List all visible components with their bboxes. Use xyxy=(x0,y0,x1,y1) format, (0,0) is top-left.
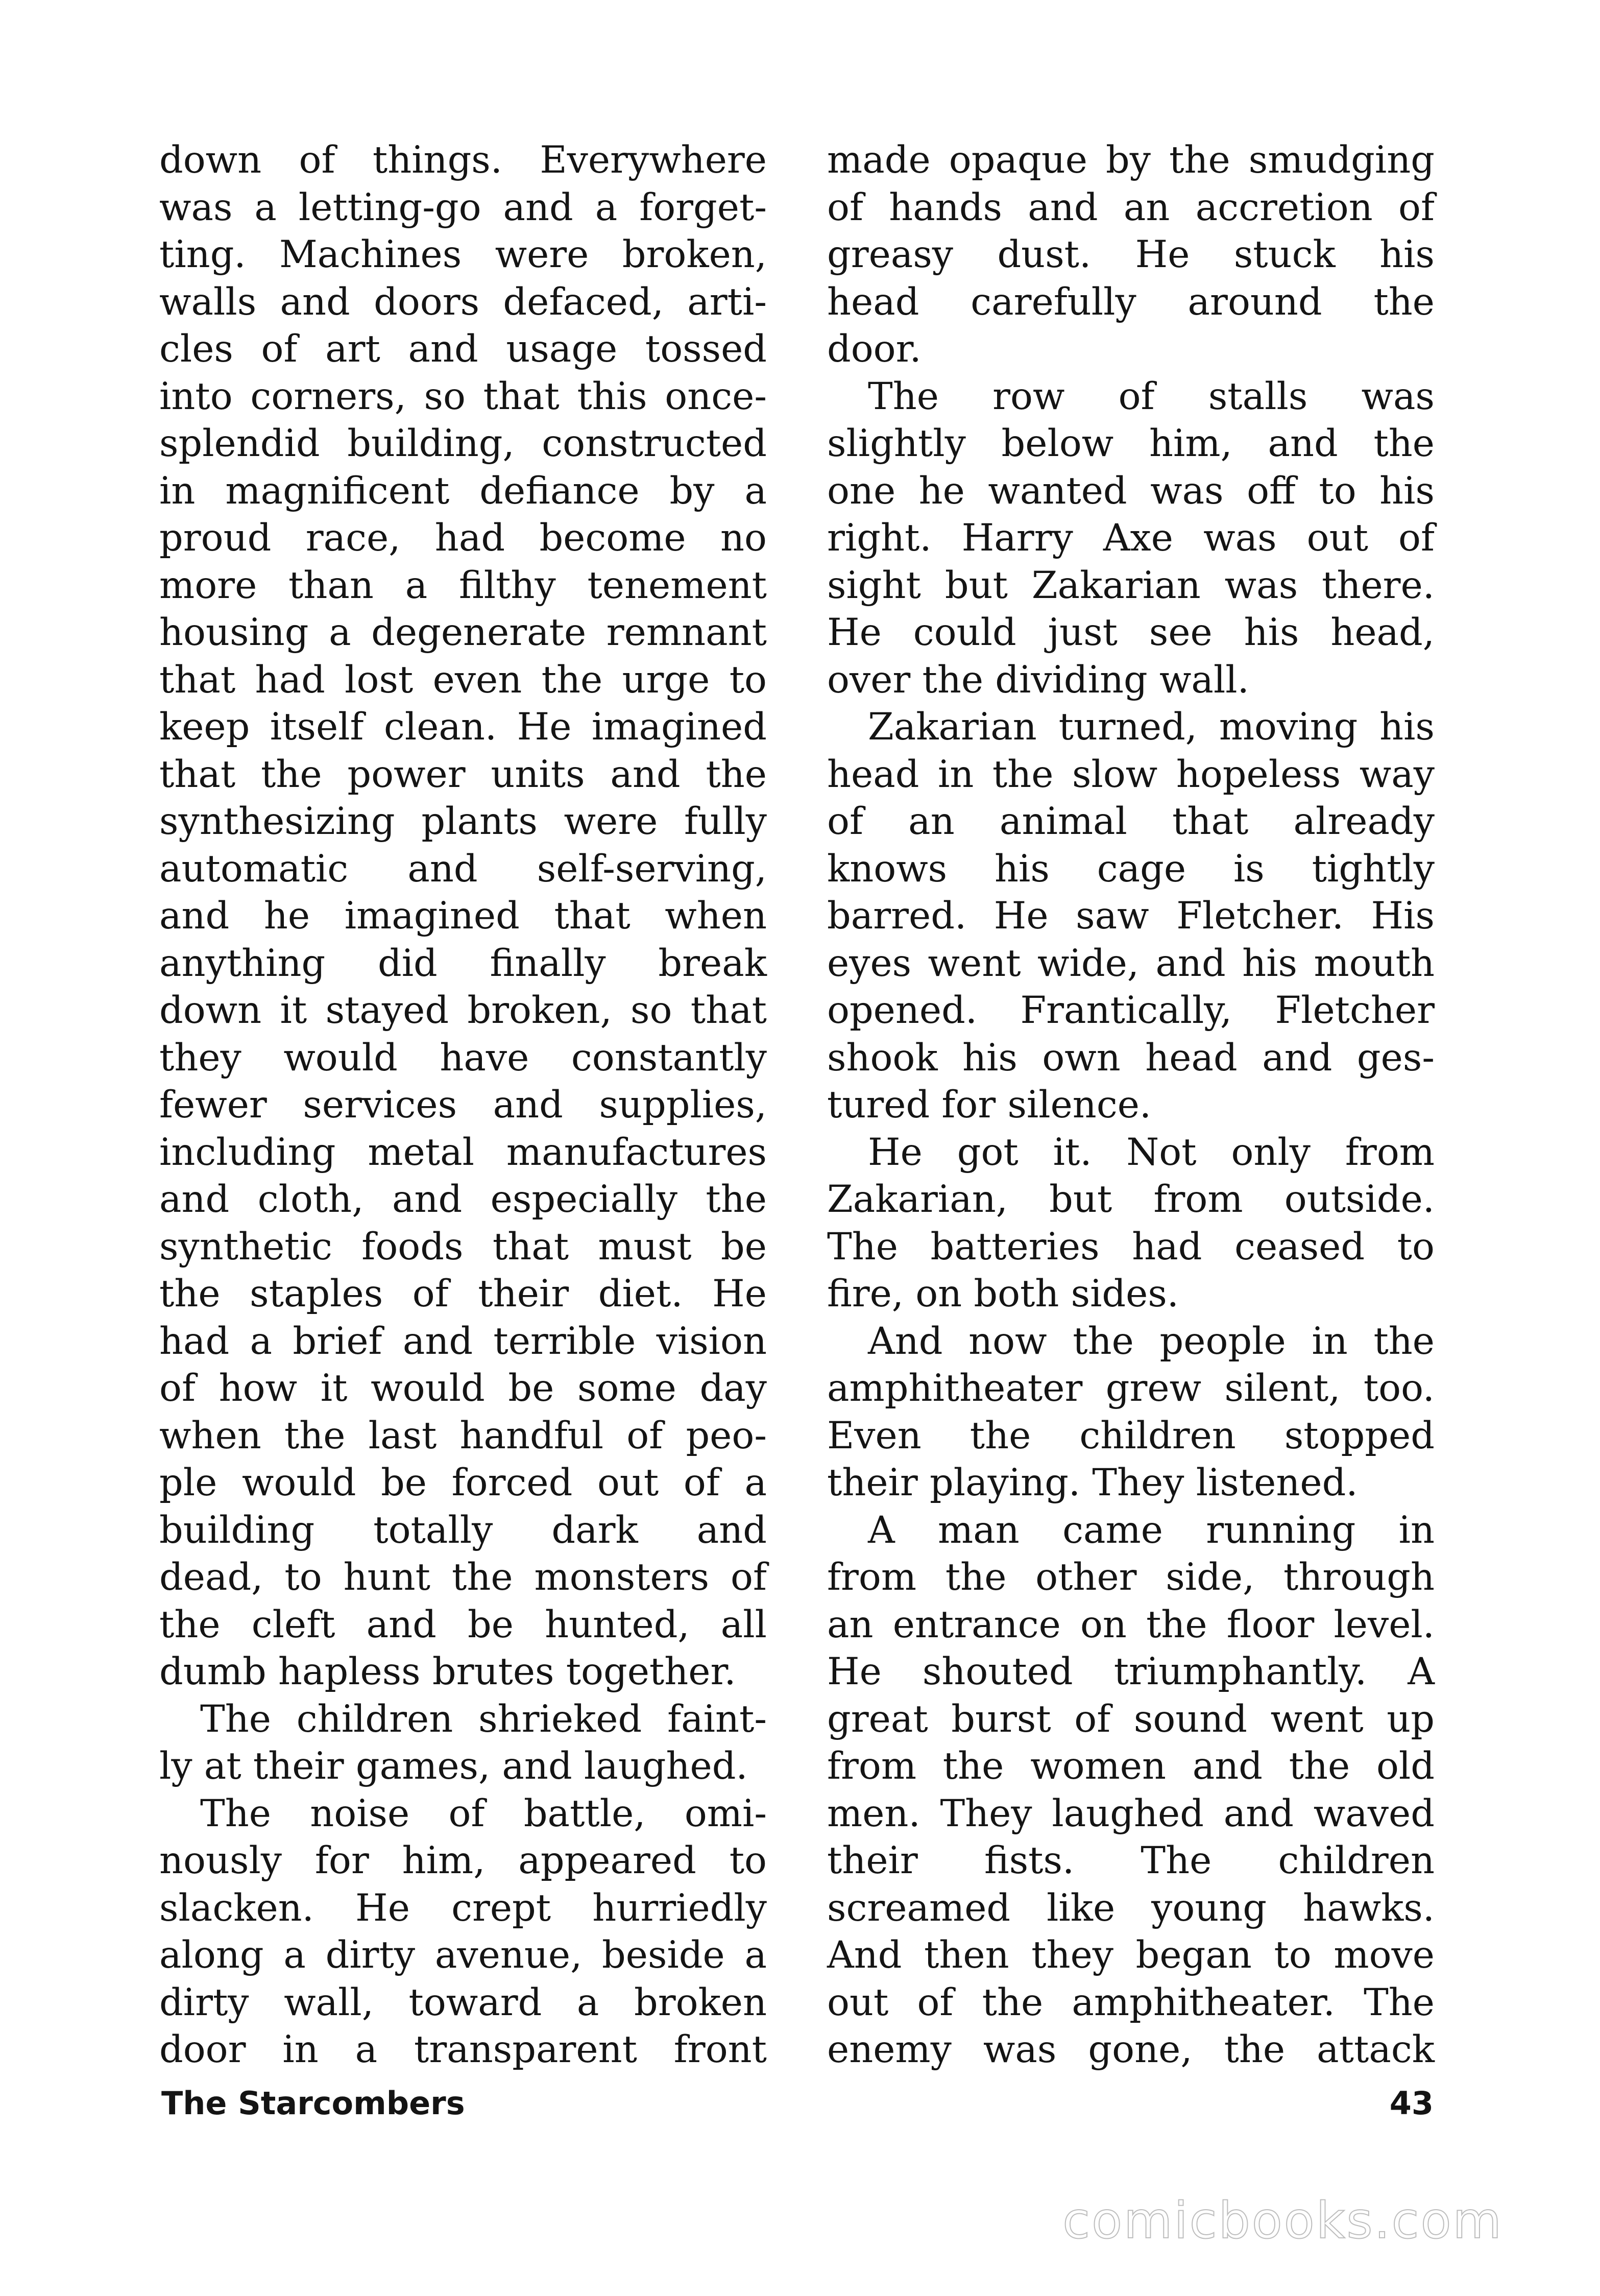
text-line: The row of stalls was xyxy=(868,374,1435,418)
page-number: 43 xyxy=(1389,2085,1434,2122)
text-line: the staples of their diet. He xyxy=(159,1272,767,1316)
text-line: Even the children stopped xyxy=(827,1414,1435,1457)
text-line: head in the slow hopeless way xyxy=(827,752,1435,796)
text-line: cles of art and usage tossed xyxy=(159,327,767,371)
text-line: made opaque by the smudging xyxy=(827,138,1435,182)
text-line: dead, to hunt the monsters of xyxy=(159,1556,767,1599)
text-line: tured for silence. xyxy=(827,1083,1152,1127)
text-line: opened. Frantically, Fletcher xyxy=(827,989,1435,1032)
text-line: nously for him, appeared to xyxy=(159,1839,767,1882)
text-line: keep itself clean. He imagined xyxy=(159,705,767,749)
text-line: into corners, so that this once- xyxy=(159,374,767,418)
text-line: enemy was gone, the attack xyxy=(827,2028,1435,2071)
text-line: dirty wall, toward a broken xyxy=(159,1980,767,2024)
text-line: that the power units and the xyxy=(159,752,767,796)
text-line: out of the amphitheater. The xyxy=(827,1980,1435,2024)
text-line: right. Harry Axe was out of xyxy=(827,516,1435,560)
text-line: dumb hapless brutes together. xyxy=(159,1650,736,1693)
text-line: Zakarian turned, moving his xyxy=(868,705,1435,749)
text-line: over the dividing wall. xyxy=(827,658,1249,702)
text-line: great burst of sound went up xyxy=(827,1697,1435,1741)
text-line: automatic and self-serving, xyxy=(159,847,767,891)
left-text-column xyxy=(159,137,767,2074)
text-line: in magnificent defiance by a xyxy=(159,469,767,513)
text-line: synthetic foods that must be xyxy=(159,1225,767,1269)
text-line: men. They laughed and waved xyxy=(827,1791,1435,1835)
text-line: their playing. They listened. xyxy=(827,1461,1358,1504)
running-footer-title: The Starcombers xyxy=(161,2085,465,2122)
text-line: He got it. Not only from xyxy=(868,1130,1435,1174)
text-line: knows his cage is tightly xyxy=(827,847,1435,891)
text-line: walls and doors defaced, arti- xyxy=(159,280,767,324)
text-line: the cleft and be hunted, all xyxy=(159,1603,767,1646)
text-line: from the women and the old xyxy=(827,1744,1435,1788)
text-line: proud race, had become no xyxy=(159,516,767,560)
text-line: housing a degenerate remnant xyxy=(159,611,767,654)
text-line: they would have constantly xyxy=(159,1036,767,1080)
text-line: screamed like young hawks. xyxy=(827,1886,1435,1930)
text-line: down it stayed broken, so that xyxy=(159,989,767,1032)
text-line: from the other side, through xyxy=(827,1556,1435,1599)
text-line: that had lost even the urge to xyxy=(159,658,767,702)
text-line: sight but Zakarian was there. xyxy=(827,563,1435,607)
text-line: building totally dark and xyxy=(159,1508,767,1552)
text-line: ting. Machines were broken, xyxy=(159,233,767,276)
text-line: one he wanted was off to his xyxy=(827,469,1435,513)
text-line: shook his own head and ges- xyxy=(827,1036,1435,1080)
text-line: The batteries had ceased to xyxy=(827,1225,1435,1269)
text-line: along a dirty avenue, beside a xyxy=(159,1933,767,1977)
watermark-text: comicbooks.com xyxy=(1062,2192,1503,2250)
text-line: He shouted triumphantly. A xyxy=(827,1650,1435,1693)
text-line: The children shrieked faint- xyxy=(200,1697,767,1741)
text-line: of how it would be some day xyxy=(159,1367,767,1410)
text-line: And now the people in the xyxy=(868,1319,1435,1363)
text-line: Zakarian, but from outside. xyxy=(827,1178,1435,1221)
text-line: was a letting-go and a forget- xyxy=(159,185,767,229)
text-line: amphitheater grew silent, too. xyxy=(827,1367,1435,1410)
text-line: ly at their games, and laughed. xyxy=(159,1744,748,1788)
text-line: A man came running in xyxy=(868,1508,1435,1552)
right-text-column xyxy=(827,137,1435,2074)
text-line: ple would be forced out of a xyxy=(159,1461,767,1504)
text-line: slacken. He crept hurriedly xyxy=(159,1886,767,1930)
text-line: of hands and an accretion of xyxy=(827,185,1435,229)
text-line: splendid building, constructed xyxy=(159,422,767,465)
text-line: and cloth, and especially the xyxy=(159,1178,767,1221)
text-line: their fists. The children xyxy=(827,1839,1435,1882)
text-line: head carefully around the xyxy=(827,280,1435,324)
text-line: of an animal that already xyxy=(827,800,1435,843)
text-line: He could just see his head, xyxy=(827,611,1435,654)
text-line: anything did finally break xyxy=(159,941,767,985)
text-line: when the last handful of peo- xyxy=(159,1414,767,1457)
text-line: door. xyxy=(827,327,922,371)
text-line: an entrance on the floor level. xyxy=(827,1603,1435,1646)
text-line: barred. He saw Fletcher. His xyxy=(827,894,1435,938)
text-line: eyes went wide, and his mouth xyxy=(827,941,1435,985)
text-line: door in a transparent front xyxy=(159,2028,767,2071)
text-line: fewer services and supplies, xyxy=(159,1083,767,1127)
text-line: And then they began to move xyxy=(827,1933,1435,1977)
text-line: greasy dust. He stuck his xyxy=(827,233,1435,276)
text-line: The noise of battle, omi- xyxy=(200,1791,767,1835)
text-line: slightly below him, and the xyxy=(827,422,1435,465)
text-line: had a brief and terrible vision xyxy=(159,1319,767,1363)
text-line: fire, on both sides. xyxy=(827,1272,1179,1316)
text-line: and he imagined that when xyxy=(159,894,767,938)
text-line: down of things. Everywhere xyxy=(159,138,767,182)
text-line: including metal manufactures xyxy=(159,1130,767,1174)
text-line: synthesizing plants were fully xyxy=(159,800,767,843)
text-line: more than a filthy tenement xyxy=(159,563,767,607)
